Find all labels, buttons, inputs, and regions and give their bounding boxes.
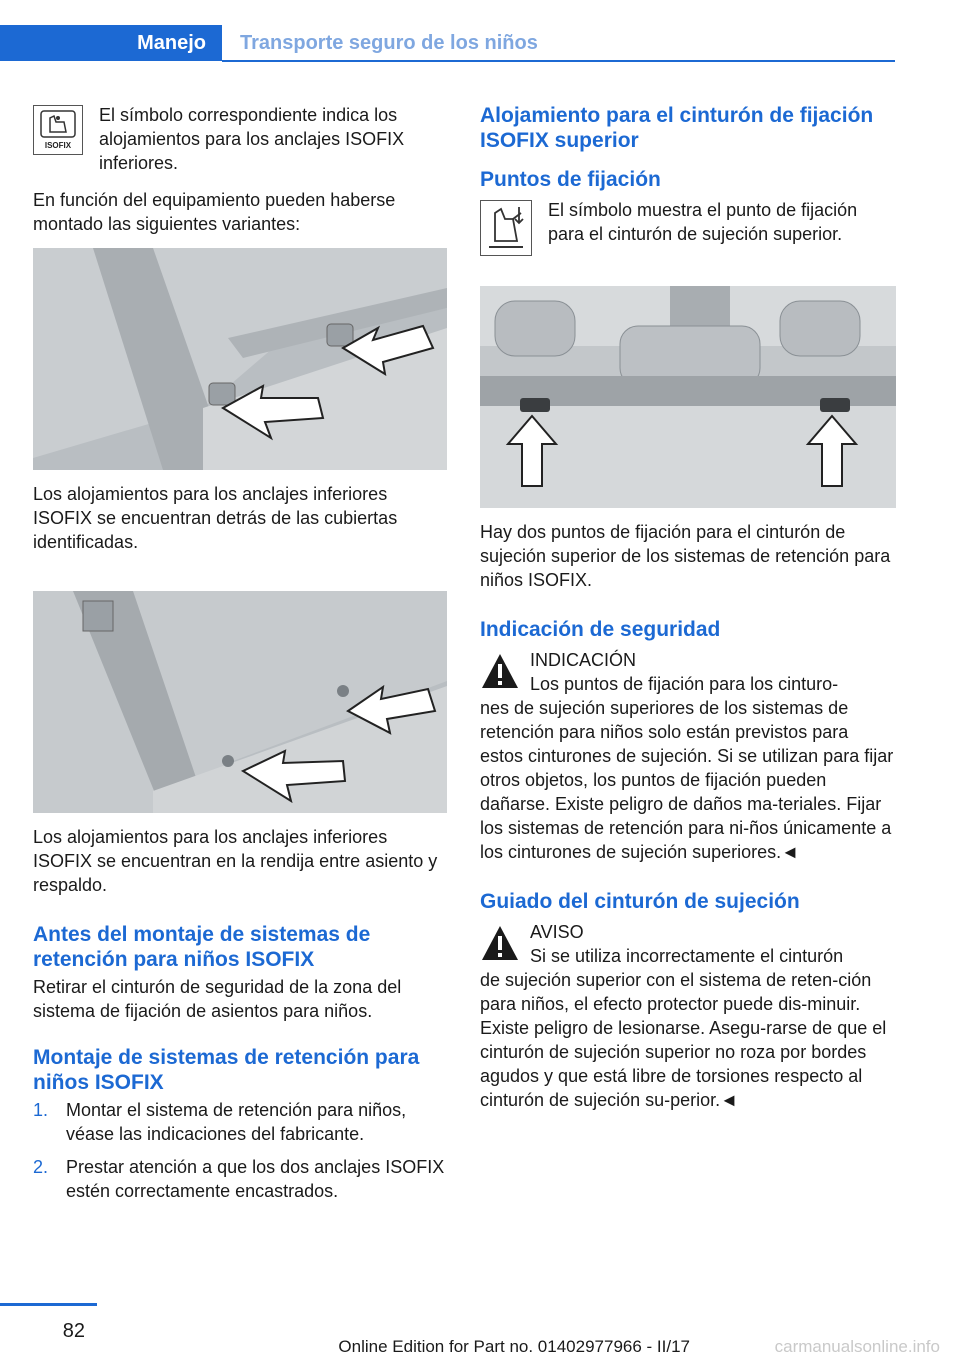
isofix-symbol-label: ISOFIX [44,141,72,150]
tether-symbol-icon [480,200,532,256]
isofix-symbol-text: El símbolo correspondiente indica los alojamientos para los anclajes ISOFIX inferiores. [99,105,405,173]
list-item [33,1155,447,1203]
mounting-heading: Montaje de sistemas de retención para niños ISOFIX [33,1046,420,1094]
warning-triangle-icon [480,924,520,962]
caption-covers: Los alojamientos para los anclajes inferiores ISOFIX se encuentran detrás de las cubiertas identificadas. [33,484,398,552]
safety-text-first: Los puntos de fijación para los cinturo- [530,674,839,694]
page-number: 82 [62,1320,85,1342]
step-number: 2. [33,1157,49,1177]
topic-title: Transporte seguro de los niños [240,32,538,54]
tether-symbol-row [480,198,896,256]
before-mounting-text: Retirar el cinturón de seguridad de la zona del sistema de fijación de asientos para niños. [33,977,402,1021]
mounting-steps [33,1098,447,1203]
tether-symbol-text: El símbolo muestra el punto de fijación para el cinturón de sujeción superior. [548,200,858,244]
right-column [480,103,896,1112]
isofix-symbol-row [33,103,447,175]
safety-text: nes de sujeción superiores de los sistemas de retención para niños solo están previstos para estos cinturones de sujeción. Si se utilizan para fijar otros objetos, los puntos de fijación pueden dañarse. Existe peligro de daños ma-teriales. Fijar los sistemas de retención para ni-ños únicamente a los cinturones de sujeción superiores.◄ [480,698,894,862]
page-header [0,25,895,62]
warning-triangle-icon [480,652,520,690]
tether-points-caption: Hay dos puntos de fijación para el cinturón de sujeción superior de los sistemas de retención para niños ISOFIX. [480,522,891,590]
edition-text: Online Edition for Part no. 01402977966 - II/17 [338,1337,690,1356]
caption-gap: Los alojamientos para los anclajes inferiores ISOFIX se encuentran en la rendija entre asiento y respaldo. [33,827,438,895]
section-tab: Manejo [0,25,222,61]
routing-warning [480,920,896,968]
safety-heading: Indicación de seguridad [480,618,721,641]
figure-isofix-gap [33,591,447,813]
variants-intro: En función del equipamiento pueden haberse montado las siguientes variantes: [33,190,396,234]
anchor-points-heading: Puntos de fijación [480,168,661,191]
figure-tether-points [480,286,896,508]
top-tether-heading: Alojamiento para el cinturón de fijación ISOFIX superior [480,104,874,152]
routing-text-first: Si se utiliza incorrectamente el cinturón [530,946,844,966]
step-text: Montar el sistema de retención para niños, véase las indicaciones del fabricante. [66,1100,407,1144]
safety-notice [480,648,896,696]
figure-isofix-covers [33,248,447,470]
header-rule [222,60,895,62]
before-mounting-heading: Antes del montaje de sistemas de retención para niños ISOFIX [33,923,371,971]
routing-label: AVISO [530,922,584,942]
step-number: 1. [33,1100,49,1120]
step-text: Prestar atención a que los dos anclajes ISOFIX estén correctamente encastrados. [66,1157,445,1201]
safety-label: INDICACIÓN [530,650,637,670]
left-column [33,103,447,1203]
routing-text: de sujeción superior con el sistema de reten-ción para niños, el efecto protector puede dis-minuir. Existe peligro de lesionarse. Asegu-rarse de que el cinturón de sujeción superior no roza por bordes agudos y que está libre de torsiones respecto al cinturón de sujeción su-perior.◄ [480,970,887,1110]
list-item [33,1098,447,1146]
strap-routing-heading: Guiado del cinturón de sujeción [480,890,800,913]
footer-rule [0,1303,97,1306]
isofix-symbol-icon [33,105,83,155]
watermark: carmanualsonline.info [774,1337,940,1356]
